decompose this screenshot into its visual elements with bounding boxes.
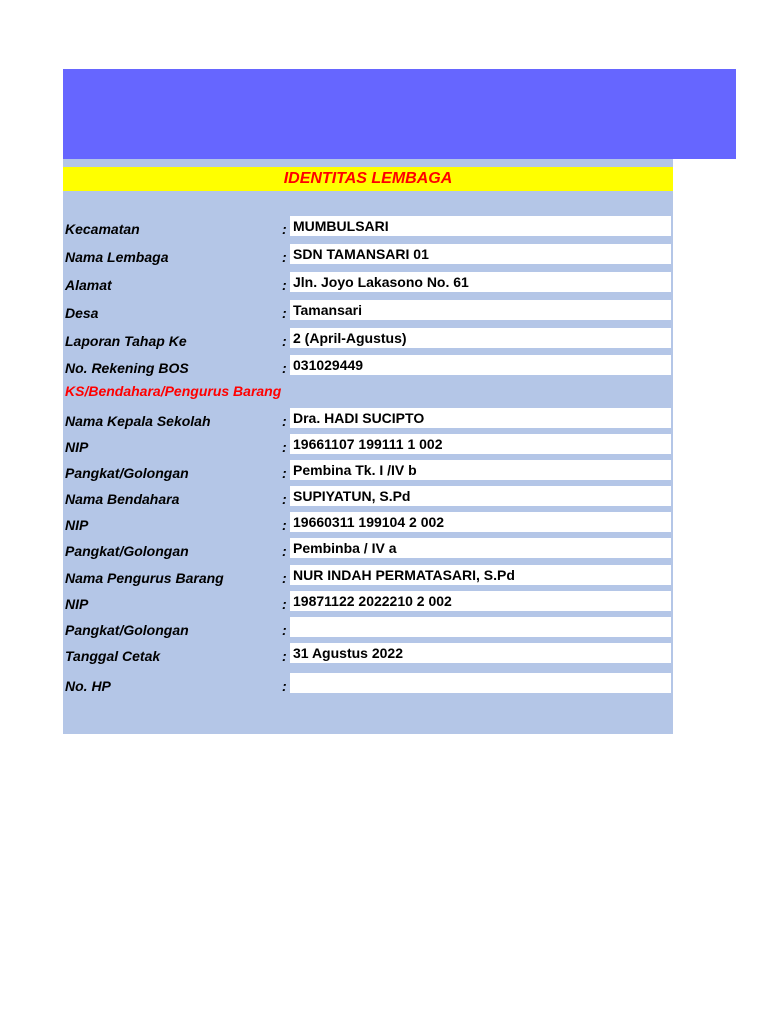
- field-colon: :: [282, 221, 287, 237]
- field-value[interactable]: 031029449: [290, 355, 671, 375]
- form-title: IDENTITAS LEMBAGA: [63, 167, 673, 191]
- field-colon: :: [282, 648, 287, 664]
- field-row: [0, 355, 768, 379]
- field-label: Laporan Tahap Ke: [65, 333, 187, 349]
- field-colon: :: [282, 543, 287, 559]
- field-label: Nama Lembaga: [65, 249, 169, 265]
- field-colon: :: [282, 277, 287, 293]
- field-colon: :: [282, 678, 287, 694]
- field-colon: :: [282, 305, 287, 321]
- field-colon: :: [282, 439, 287, 455]
- field-colon: :: [282, 570, 287, 586]
- field-label: Nama Bendahara: [65, 491, 180, 507]
- field-value[interactable]: SDN TAMANSARI 01: [290, 244, 671, 264]
- field-colon: :: [282, 596, 287, 612]
- field-value[interactable]: 2 (April-Agustus): [290, 328, 671, 348]
- field-row: [0, 673, 768, 697]
- field-label: Alamat: [65, 277, 112, 293]
- field-value[interactable]: Jln. Joyo Lakasono No. 61: [290, 272, 671, 292]
- field-colon: :: [282, 249, 287, 265]
- field-row: [0, 486, 768, 510]
- field-colon: :: [282, 413, 287, 429]
- field-row: [0, 512, 768, 536]
- field-colon: :: [282, 491, 287, 507]
- field-row: [0, 460, 768, 484]
- field-label: NIP: [65, 596, 89, 612]
- field-value[interactable]: NUR INDAH PERMATASARI, S.Pd: [290, 565, 671, 585]
- field-label: Pangkat/Golongan: [65, 622, 189, 638]
- field-label: Nama Pengurus Barang: [65, 570, 224, 586]
- field-row: [0, 617, 768, 641]
- field-label: NIP: [65, 439, 89, 455]
- header-banner: [63, 69, 736, 159]
- field-value[interactable]: 19660311 199104 2 002: [290, 512, 671, 532]
- field-label: No. HP: [65, 678, 111, 694]
- field-value[interactable]: [290, 617, 671, 637]
- section-label: KS/Bendahara/Pengurus Barang: [65, 383, 282, 399]
- field-label: Pangkat/Golongan: [65, 543, 189, 559]
- field-value[interactable]: Dra. HADI SUCIPTO: [290, 408, 671, 428]
- field-label: NIP: [65, 517, 89, 533]
- field-value[interactable]: 31 Agustus 2022: [290, 643, 671, 663]
- field-value[interactable]: Pembina Tk. I /IV b: [290, 460, 671, 480]
- field-value[interactable]: Pembinba / IV a: [290, 538, 671, 558]
- field-colon: :: [282, 465, 287, 481]
- field-row: [0, 272, 768, 296]
- field-label: Desa: [65, 305, 99, 321]
- field-label: Nama Kepala Sekolah: [65, 413, 211, 429]
- field-label: Pangkat/Golongan: [65, 465, 189, 481]
- field-value[interactable]: 19661107 199111 1 002: [290, 434, 671, 454]
- field-row: [0, 328, 768, 352]
- field-row: [0, 244, 768, 268]
- field-label: Tanggal Cetak: [65, 648, 161, 664]
- field-colon: :: [282, 360, 287, 376]
- field-row: [0, 565, 768, 589]
- field-row: [0, 216, 768, 240]
- field-row: [0, 591, 768, 615]
- field-row: [0, 434, 768, 458]
- field-value[interactable]: Tamansari: [290, 300, 671, 320]
- field-row: [0, 643, 768, 667]
- field-row: [0, 300, 768, 324]
- field-colon: :: [282, 517, 287, 533]
- field-value[interactable]: SUPIYATUN, S.Pd: [290, 486, 671, 506]
- field-value[interactable]: 19871122 2022210 2 002: [290, 591, 671, 611]
- field-label: Kecamatan: [65, 221, 140, 237]
- field-value[interactable]: MUMBULSARI: [290, 216, 671, 236]
- field-colon: :: [282, 622, 287, 638]
- field-row: [0, 538, 768, 562]
- field-label: No. Rekening BOS: [65, 360, 189, 376]
- field-row: [0, 408, 768, 432]
- field-colon: :: [282, 333, 287, 349]
- field-value[interactable]: [290, 673, 671, 693]
